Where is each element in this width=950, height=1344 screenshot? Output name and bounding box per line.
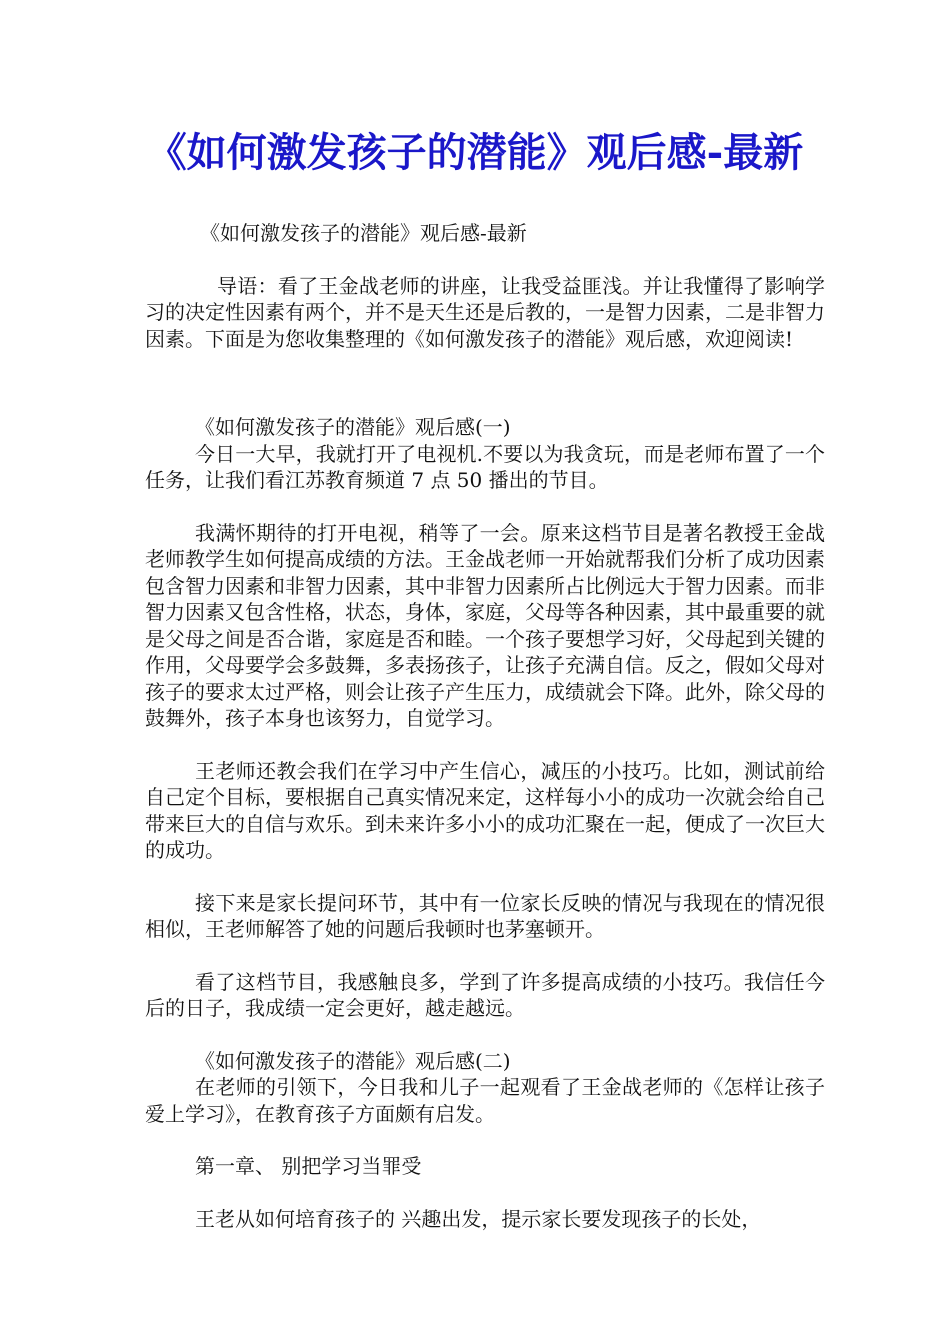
section1-paragraph: 看了这档节目，我感触良多，学到了许多提高成绩的小技巧。我信任今后的日子，我成绩一定会更好，越走越远。 [145,969,825,1020]
section1-paragraph: 接下来是家长提问环节，其中有一位家长反映的情况与我现在的情况很相似，王老师解答了她的问题后我顿时也茅塞顿开。 [145,890,825,941]
document-body [145,220,825,1232]
document-subtitle: 《如何激发孩子的潜能》观后感-最新 [200,221,527,245]
section1-paragraph: 今日一大早，我就打开了电视机.不要以为我贪玩，而是老师布置了一个任务，让我们看江苏教育频道 7 点 50 播出的节目。 [145,441,825,492]
section2-paragraph: 王老从如何培育孩子的 兴趣出发，提示家长要发现孩子的长处， [195,1206,762,1231]
section1-paragraph: 王老师还教会我们在学习中产生信心，减压的小技巧。比如，测试前给自己定个目标，要根据自己真实情况来定，这样每小小的成功一次就会给自己带来巨大的自信与欢乐。到未来许多小小的成功汇聚在一起，便成了一次巨大的成功。 [145,758,825,862]
chapter-heading: 第一章、 别把学习当罪受 [195,1154,422,1178]
section-heading-2: 《如何激发孩子的潜能》观后感(二) [195,1048,511,1073]
intro-paragraph: 导语：看了王金战老师的讲座，让我受益匪浅。并让我懂得了影响学习的决定性因素有两个，并不是天生还是后教的，一是智力因素，二是非智力因素。下面是为您收集整理的《如何激发孩子的潜能》观后感，欢迎阅读! [145,273,825,351]
section-heading-1: 《如何激发孩子的潜能》观后感(一) [195,415,511,439]
section2-paragraph: 在老师的引领下，今日我和儿子一起观看了王金战老师的《怎样让孩子爱上学习》，在教育孩子方面颇有启发。 [145,1075,825,1126]
section1-paragraph: 我满怀期待的打开电视，稍等了一会。原来这档节目是著名教授王金战老师教学生如何提高成绩的方法。王金战老师一开始就帮我们分析了成功因素包含智力因素和非智力因素，其中非智力因素所占比例远大于智力因素。而非智力因素又包含性格，状态，身体，家庭，父母等各种因素，其中最重要的就是父母之间是否合谐，家庭是否和睦。一个孩子要想学习好，父母起到关键的作用，父母要学会多鼓舞，多表扬孩子，让孩子充满自信。反之，假如父母对孩子的要求太过严格，则会让孩子产生压力，成绩就会下降。此外，除父母的鼓舞外，孩子本身也该努力，自觉学习。 [145,520,825,730]
document-title: 《如何激发孩子的潜能》观后感-最新 [146,129,804,176]
